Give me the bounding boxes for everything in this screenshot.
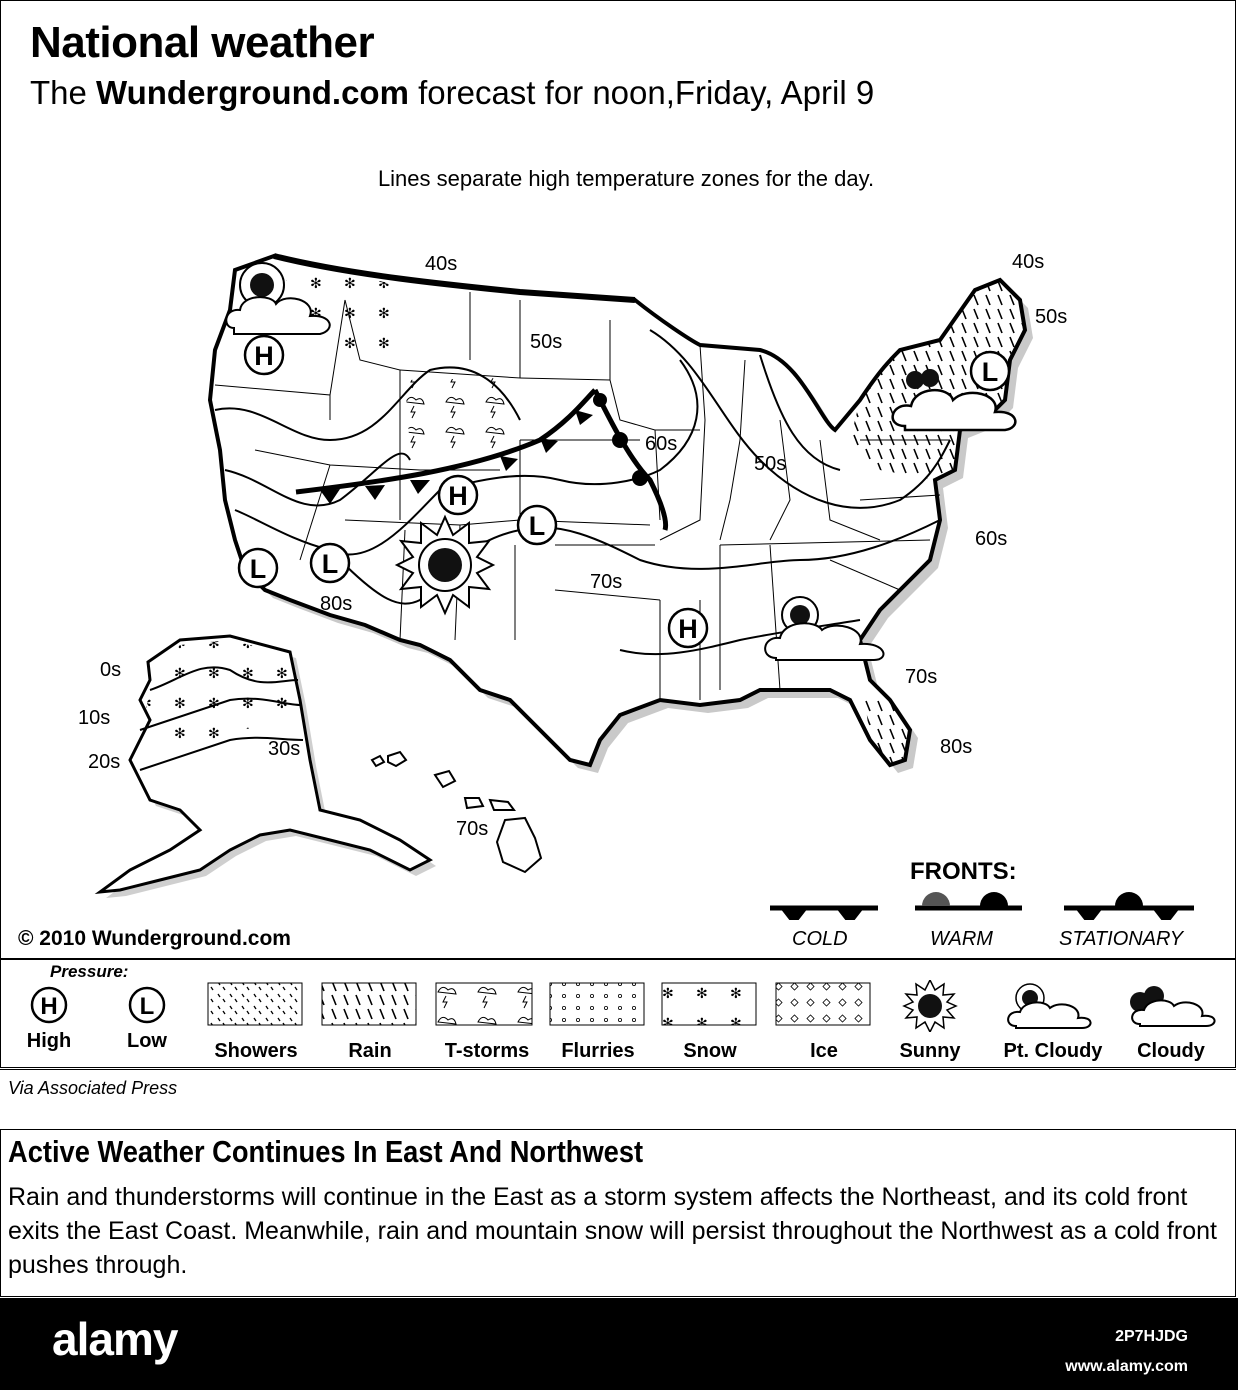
warm-front-label: WARM — [930, 928, 993, 950]
legend-low — [112, 980, 182, 1052]
temp-label: 40s — [425, 253, 458, 275]
legend-pt-cloudy-label: Pt. Cloudy — [1003, 1040, 1103, 1062]
temp-label: 40s — [1012, 251, 1045, 273]
legend-snow-label: Snow — [683, 1040, 737, 1062]
legend-pt-cloudy — [990, 980, 1116, 1062]
legend-snow — [658, 980, 762, 1062]
temp-label: 50s — [754, 453, 787, 475]
sunny-icon — [884, 980, 976, 1032]
high-pressure-icon — [14, 980, 84, 1030]
pressure-low-california — [239, 549, 277, 587]
pressure-high-northwest — [245, 336, 283, 374]
pressure-low-northeast — [971, 352, 1009, 390]
flurries-icon — [546, 980, 650, 1030]
legend-tstorms — [432, 980, 542, 1062]
stock-site: www.alamy.com — [1065, 1358, 1188, 1375]
pressure-high-northwest-text: H — [254, 341, 274, 371]
credit: Via Associated Press — [8, 1078, 178, 1098]
stationary-front-symbol — [1064, 892, 1194, 920]
pressure-low-southwest-text: L — [321, 549, 339, 579]
fronts-title: FRONTS: — [910, 858, 1017, 885]
tstorms-icon — [432, 980, 542, 1030]
zone-note: Lines separate high temperature zones for the day. — [377, 166, 875, 191]
ice-icon — [772, 980, 876, 1030]
pressure-low-southwest — [311, 544, 349, 582]
temp-label: 30s — [268, 738, 301, 760]
stock-id — [1065, 1322, 1188, 1382]
stock-logo: alamy — [52, 1313, 178, 1365]
warm-front-symbol — [915, 892, 1022, 908]
temp-label: 70s — [456, 818, 489, 840]
rain-icon — [318, 980, 422, 1030]
pressure-legend-title: Pressure: — [50, 962, 129, 981]
temp-label: 60s — [975, 528, 1008, 550]
legend-cloudy — [1116, 980, 1226, 1062]
temp-label: 70s — [905, 666, 938, 688]
pressure-low-northeast-text: L — [981, 357, 999, 387]
pressure-high-rockies-text: H — [448, 481, 468, 511]
temp-label: 50s — [1035, 306, 1068, 328]
legend-rain — [318, 980, 422, 1062]
page-title: National weather — [30, 18, 375, 67]
temp-label: 80s — [940, 736, 973, 758]
legend-showers-label: Showers — [214, 1040, 298, 1062]
pressure-low-plains — [518, 506, 556, 544]
low-pressure-icon — [112, 980, 182, 1030]
pressure-low-plains-text: L — [528, 511, 546, 541]
temp-label: 50s — [530, 331, 563, 353]
pressure-high-rockies — [439, 476, 477, 514]
showers-icon — [204, 980, 308, 1030]
subtitle-brand: Wunderground.com — [96, 74, 409, 111]
legend-high-label: High — [26, 1030, 72, 1052]
pressure-high-south-text: H — [678, 614, 698, 644]
temp-label: 10s — [78, 707, 111, 729]
temp-label: 60s — [645, 433, 678, 455]
legend-tstorms-label: T-storms — [444, 1040, 530, 1062]
cloudy-icon — [1116, 980, 1226, 1032]
legend-sunny — [884, 980, 976, 1062]
cold-front-label: COLD — [792, 928, 848, 950]
stock-bar — [0, 1298, 1238, 1390]
legend-rain-label: Rain — [348, 1040, 392, 1062]
tstorm-montana — [405, 378, 505, 450]
temp-label: 80s — [320, 593, 353, 615]
temp-label: 70s — [590, 571, 623, 593]
legend-ice-label: Ice — [810, 1040, 838, 1062]
pressure-high-south — [669, 609, 707, 647]
legend-cloudy-label: Cloudy — [1137, 1040, 1205, 1062]
legend-sunny-label: Sunny — [899, 1040, 961, 1062]
high-pressure-symbol: H — [40, 993, 58, 1020]
story-headline: Active Weather Continues In East And Northwest — [8, 1134, 644, 1169]
legend-flurries — [546, 980, 650, 1062]
subtitle-suffix: forecast for noon,Friday, April 9 — [408, 74, 875, 111]
weather-map — [0, 240, 1238, 920]
stationary-front-label: STATIONARY — [1059, 928, 1184, 950]
legend-low-label: Low — [127, 1030, 167, 1052]
legend-showers — [204, 980, 308, 1062]
legend-high — [14, 980, 84, 1052]
temp-label: 0s — [100, 659, 122, 681]
partly-cloudy-icon — [990, 980, 1116, 1032]
page-subtitle — [30, 74, 874, 112]
legend-flurries-label: Flurries — [561, 1040, 635, 1062]
stock-image-id: 2P7HJDG — [1115, 1328, 1188, 1345]
temp-label: 20s — [88, 751, 121, 773]
pressure-low-california-text: L — [249, 554, 267, 584]
snow-icon — [658, 980, 762, 1030]
legend-ice — [772, 980, 876, 1062]
subtitle-prefix: The — [30, 74, 97, 111]
rain-florida — [865, 700, 910, 765]
story-body: Rain and thunderstorms will continue in the East as a storm system affects the Northeast, and its cold front exits the East Coast. Meanwhile, rain and mountain snow will persist throughout the Northwest as a cold front pushes through. — [8, 1183, 1217, 1279]
cold-front-symbol — [770, 908, 878, 920]
copyright: © 2010 Wunderground.com — [18, 927, 291, 950]
low-pressure-symbol: L — [139, 993, 155, 1020]
